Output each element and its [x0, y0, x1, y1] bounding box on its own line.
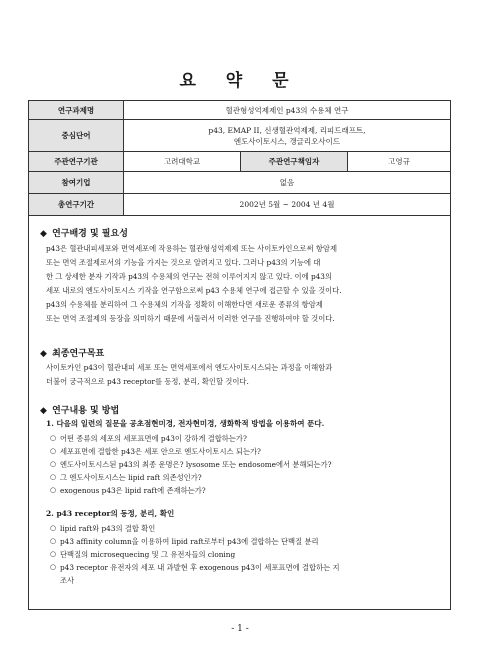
list-item: ○ 그 엔도사이토시스는 lipid raft 의존성인가? — [50, 473, 202, 482]
project-title-label: 연구과제명 — [29, 101, 124, 120]
content-sub2-list — [50, 522, 442, 587]
circle-bullet-icon: ○ — [50, 434, 57, 442]
diamond-bullet-icon: ◆ — [40, 229, 47, 239]
circle-bullet-icon: ○ — [50, 447, 57, 455]
list-item: ○ 단백질의 microsequecing 및 그 유전자들의 cloning — [50, 550, 236, 559]
circle-bullet-icon: ○ — [50, 524, 57, 532]
circle-bullet-icon: ○ — [50, 537, 57, 545]
period-label: 총연구기간 — [29, 194, 124, 216]
text-line: 또는 면역 조절제의 등장을 의미하기 때문에 서둘러서 이러한 연구를 진행하여야 할 것이다. — [46, 314, 335, 323]
list-item: ○ p43 affinity column을 이용하여 lipid raft로부터 p43에 결합하는 단백질 분리 — [50, 537, 319, 546]
page-title: 요 약 문 — [179, 71, 301, 91]
list-item: ○ exogenous p43은 lipid raft에 존재하는가? — [50, 486, 206, 495]
diamond-bullet-icon: ◆ — [40, 406, 47, 416]
circle-bullet-icon: ○ — [50, 550, 57, 558]
content-sub1-title: 1. 다음의 일련의 질문을 공초점현미경, 전자현미경, 생화학적 방법을 이용하여 푼다. — [46, 419, 325, 428]
list-item: ○ 어떤 종류의 세포의 세포표면에 p43이 강하게 결합하는가? — [50, 434, 247, 443]
list-item: ○ 엔도사이토시스된 p43의 최종 운명은? lysosome 또는 endosome에서 분해되는가? — [50, 460, 332, 469]
background-paragraph — [46, 242, 442, 326]
institution-label: 주관연구기관 — [29, 152, 124, 172]
list-item: ○ p43 receptor 유전자의 세포 내 과발현 후 exogenous p43이 세포표면에 결합하는 지 — [50, 563, 340, 572]
section-background-heading: ◆ 연구배경 및 필요성 — [40, 229, 128, 239]
diamond-bullet-icon: ◆ — [40, 349, 47, 359]
text-line: p43의 수용체를 분리하여 그 수용체의 기작을 정확히 이해한다면 새로운 종류의 항암제 — [46, 300, 323, 309]
list-item: ○ lipid raft와 p43의 결합 확인 — [50, 524, 156, 533]
institution-value: 고려대학교 — [124, 152, 241, 172]
section-goal-heading: ◆ 최종연구목표 — [40, 349, 105, 359]
pi-value: 고영규 — [348, 152, 451, 172]
list-item: ○ 세포표면에 결합한 p43은 세포 안으로 엔도사이토시스 되는가? — [50, 447, 261, 456]
keywords-line: 엔도사이토시스, 갱글리오사이드 — [233, 136, 341, 146]
content-sub2-title: 2. p43 receptor의 동정, 분리, 확인 — [46, 509, 175, 518]
text-line: 세포 내로의 엔도사이토시스 기작을 연구함으로써 p43 수용체 연구에 접근할 수 있을 것이다. — [46, 286, 342, 295]
pi-label: 주관연구책임자 — [241, 152, 348, 172]
text-line: 더불어 궁극적으로 p43 receptor를 동정, 분리, 확인할 것이다. — [46, 377, 249, 386]
text-line: p43은 혈관내피세포와 면역세포에 작용하는 혈관형성억제제 또는 사이토카인으로써 항암제 — [46, 244, 337, 253]
content-sub1-list — [50, 432, 442, 497]
summary-info-table — [28, 100, 451, 216]
text-line: 사이토카인 p43이 혈관내피 세포 또는 면역세포에서 엔도사이토시스되는 과정을 이해함과 — [46, 363, 333, 372]
circle-bullet-icon: ○ — [50, 460, 57, 468]
keywords-label: 중심단어 — [29, 120, 124, 152]
list-item-continuation: 조사 — [60, 576, 75, 585]
text-line: 또는 면역 조절제로서의 기능을 가지는 것으로 알려지고 있다. 그러나 p43의 기능에 대 — [46, 258, 321, 267]
page-number: - 1 - — [231, 624, 249, 634]
keywords-value — [124, 120, 451, 152]
keywords-line: p43, EMAP II, 신생혈관억제제, 리피드래프트, — [208, 125, 366, 135]
project-title-value: 혈관형성억제제인 p43의 수용체 연구 — [124, 101, 451, 120]
circle-bullet-icon: ○ — [50, 473, 57, 481]
circle-bullet-icon: ○ — [50, 563, 57, 571]
goal-paragraph — [46, 361, 442, 389]
circle-bullet-icon: ○ — [50, 486, 57, 494]
partner-value: 없음 — [124, 172, 451, 194]
partner-label: 참여기업 — [29, 172, 124, 194]
period-value: 2002년 5월 ~ 2004 년 4월 — [124, 194, 451, 216]
text-line: 한 그 상세한 분자 기작과 p43의 수용체의 연구는 전혀 이루어지지 않고 있다. 이에 p43의 — [46, 272, 332, 281]
section-content-heading: ◆ 연구내용 및 방법 — [40, 406, 120, 416]
